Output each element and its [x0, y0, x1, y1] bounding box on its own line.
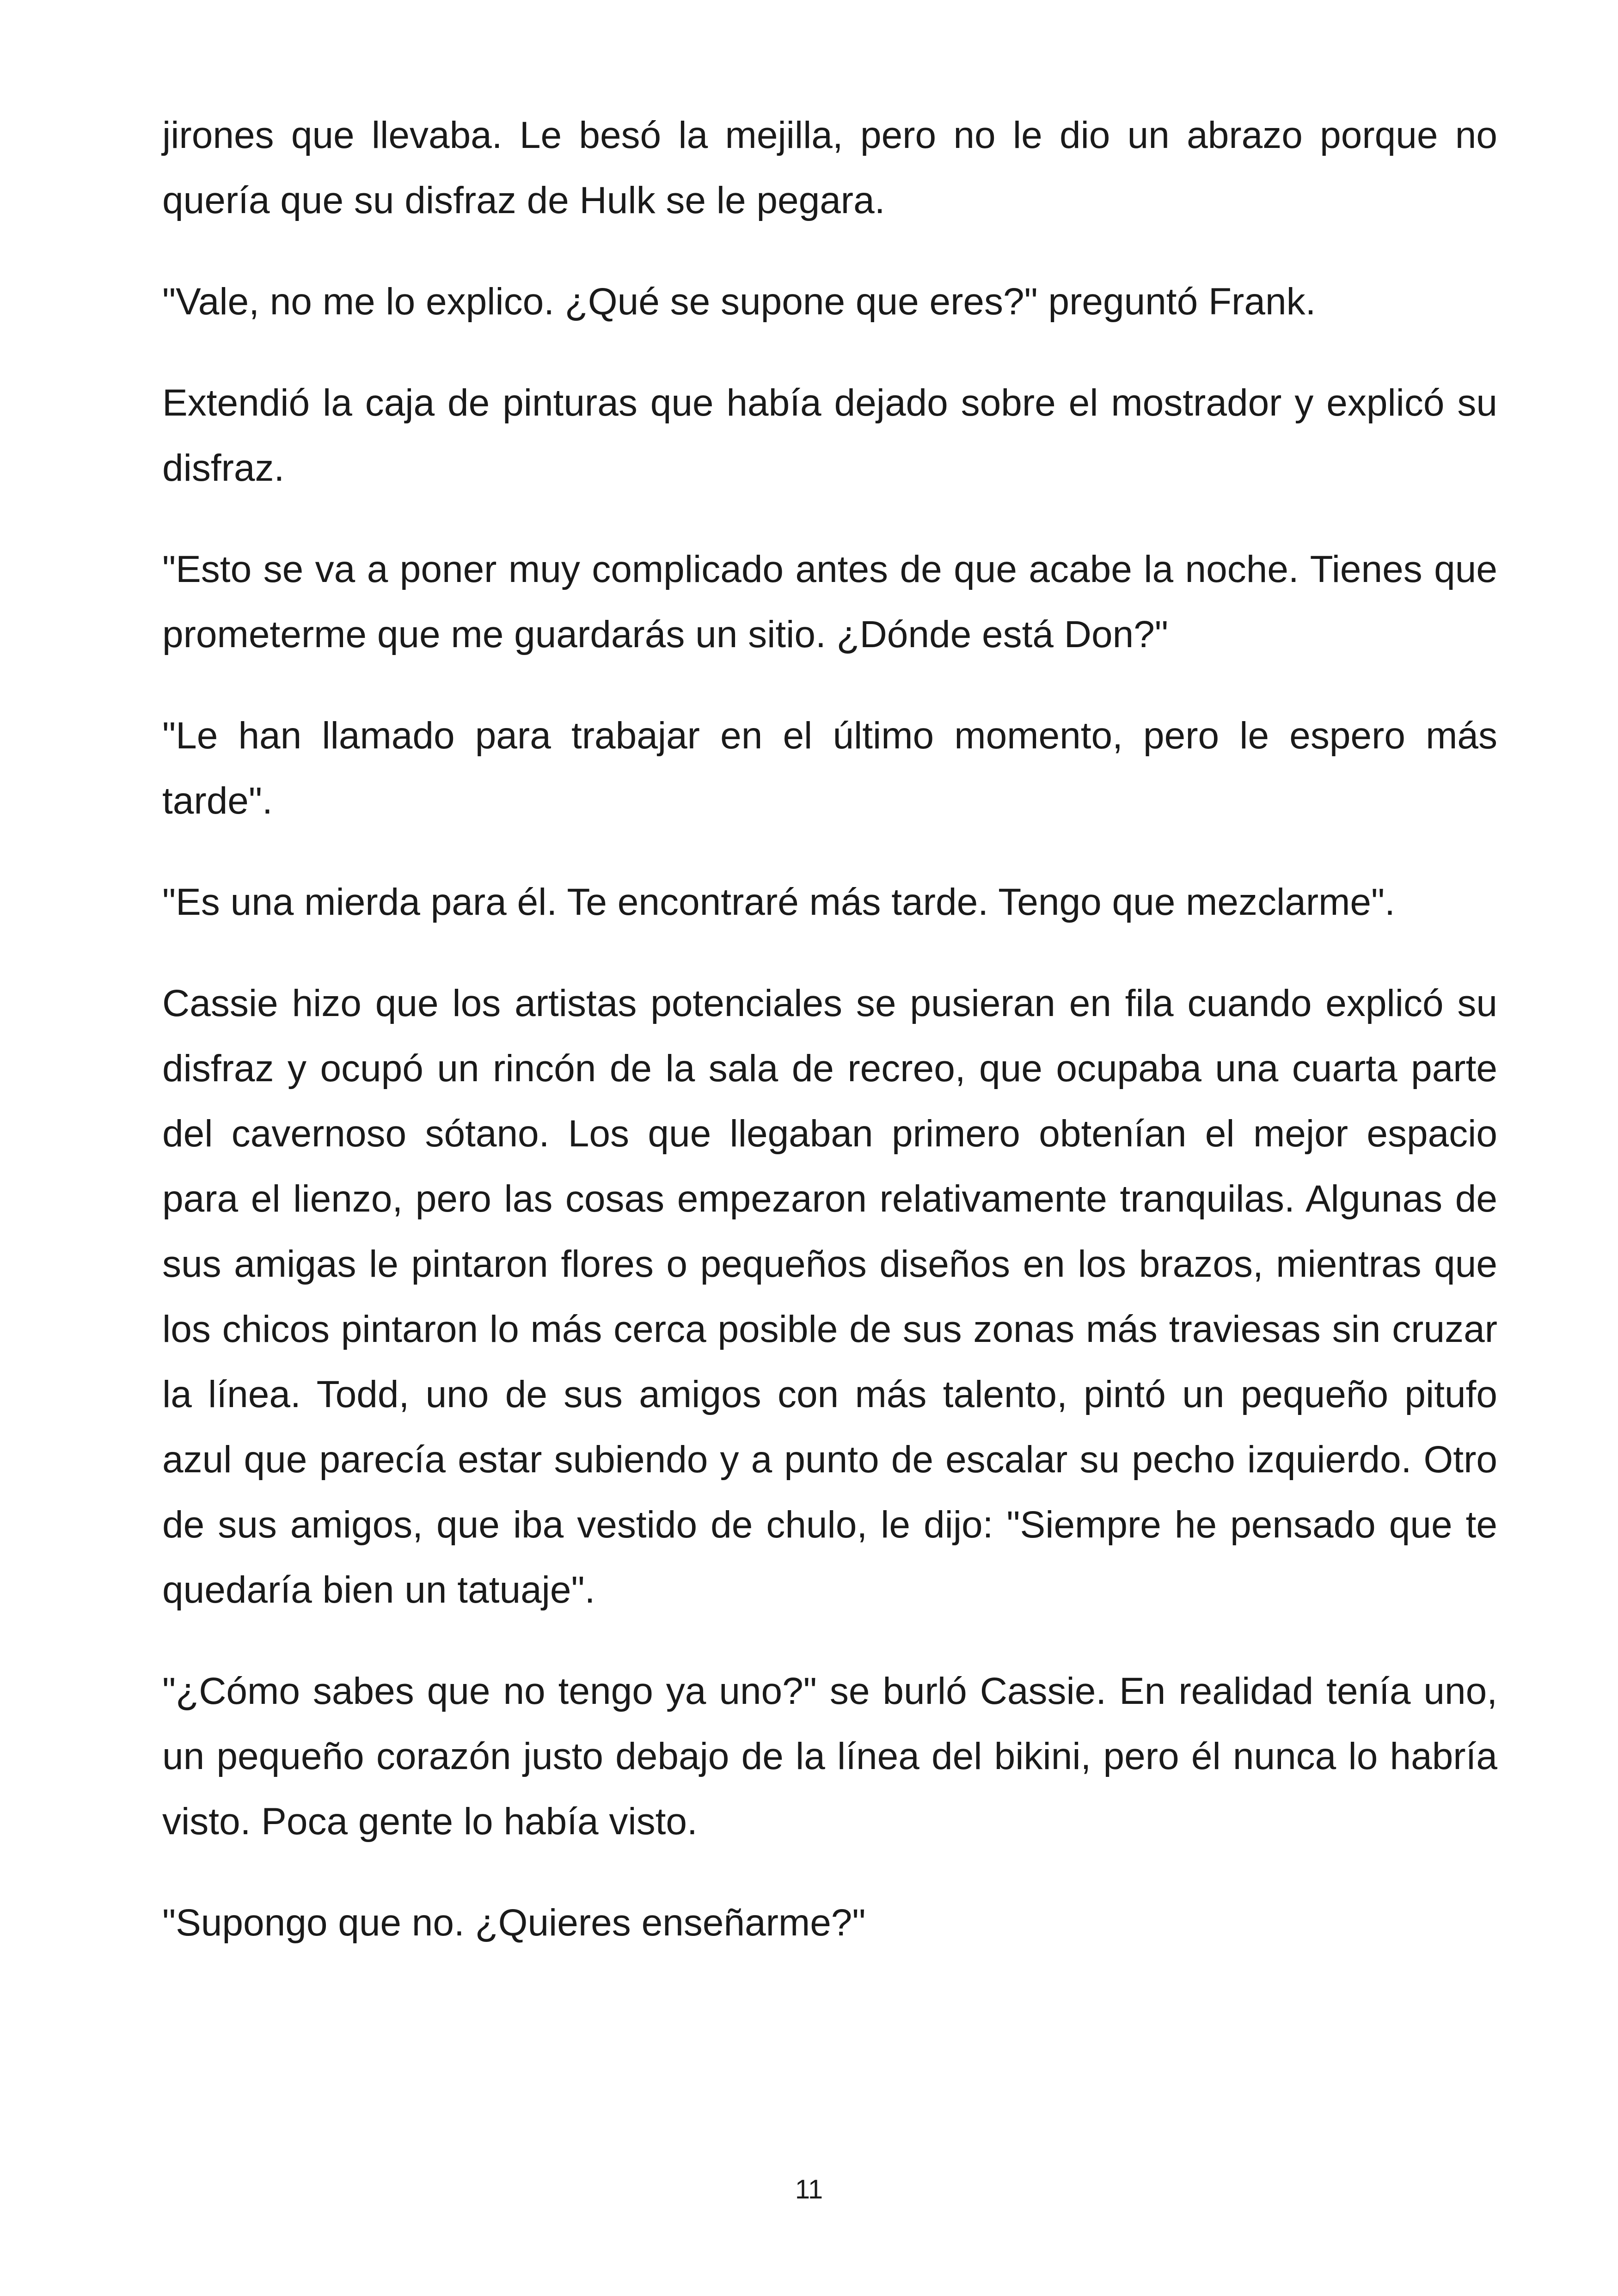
paragraph: "Supongo que no. ¿Quieres enseñarme?" — [162, 1902, 866, 1944]
paragraph: jirones que llevaba. Le besó la mejilla, pero no le dio un abrazo porque no quería que su disfraz de Hulk se le pegara. — [162, 114, 1497, 221]
body-text — [162, 103, 1497, 1991]
paragraph: Cassie hizo que los artistas potenciales se pusieran en fila cuando explicó su disfraz y ocupó un rincón de la sala de recreo, que ocupaba una cuarta parte del cavernoso sótano. Los que llegaban primero obtenían el mejor espacio para el lienzo, pero las cosas empezaron relativamente tranquilas. Algunas de sus amigas le pintaron flores o pequeños diseños en los brazos, mientras que los chicos pintaron lo más cerca posible de sus zonas más traviesas sin cruzar la línea. Todd, uno de sus amigos con más talento, pintó un pequeño pitufo azul que parecía estar subiendo y a punto de escalar su pecho izquierdo. Otro de sus amigos, que iba vestido de chulo, le dijo: "Siempre he pensado que te quedaría bien un tatuaje". — [162, 982, 1497, 1611]
paragraph: "¿Cómo sabes que no tengo ya uno?" se burló Cassie. En realidad tenía uno, un pequeño corazón justo debajo de la línea del bikini, pero él nunca lo habría visto. Poca gente lo había visto. — [162, 1670, 1497, 1843]
paragraph: "Esto se va a poner muy complicado antes de que acabe la noche. Tienes que prometerme que me guardarás un sitio. ¿Dónde está Don?" — [162, 548, 1497, 655]
paragraph: "Es una mierda para él. Te encontraré más tarde. Tengo que mezclarme". — [162, 881, 1395, 923]
paragraph: "Vale, no me lo explico. ¿Qué se supone que eres?" preguntó Frank. — [162, 281, 1316, 323]
page-number: 11 — [795, 2174, 823, 2204]
paragraph: Extendió la caja de pinturas que había dejado sobre el mostrador y explicó su disfraz. — [162, 382, 1497, 489]
paragraph: "Le han llamado para trabajar en el último momento, pero le espero más tarde". — [162, 715, 1497, 822]
